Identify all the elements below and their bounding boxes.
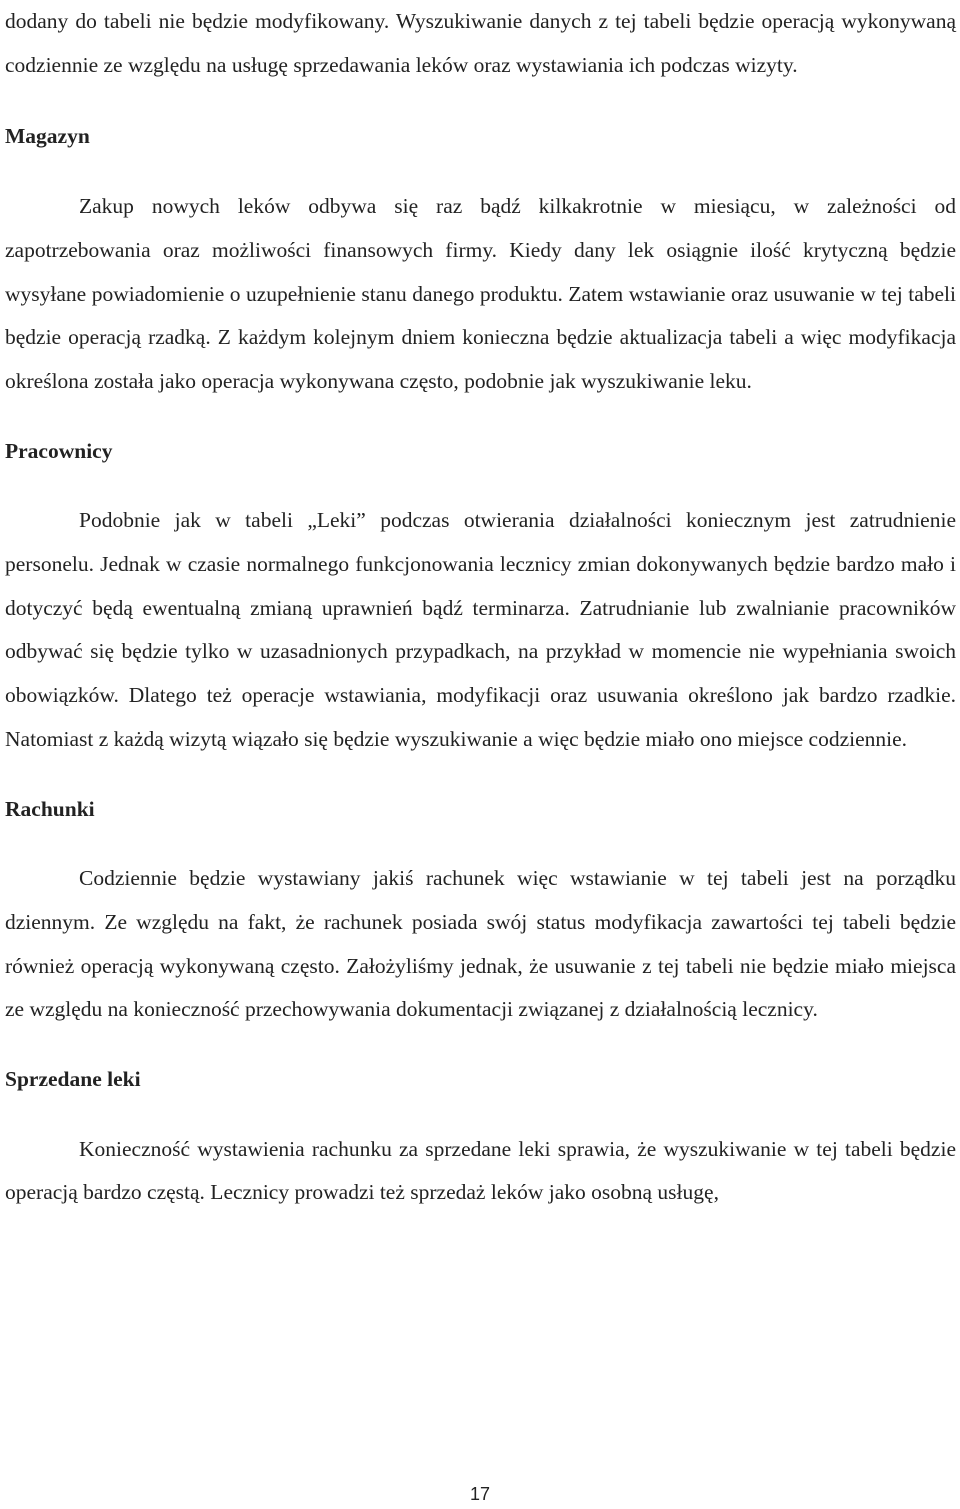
spacer — [5, 159, 956, 185]
section-pracownicy — [5, 430, 956, 762]
spacer — [5, 762, 956, 788]
section-paragraph: Codziennie będzie wystawiany jakiś rachunek więc wstawianie w tej tabeli jest na porządku dziennym. Ze względu na fakt, że rachunek posiada swój status modyfikacja zawartości tej tabeli będzie również operacją wykonywaną często. Założyliśmy jednak, że usuwanie z tej tabeli nie będzie miało miejsca ze względu na konieczność przechowywania dokumentacji związanej z działalnością lecznicy. — [5, 866, 956, 1022]
section-heading: Pracownicy — [5, 438, 113, 463]
section-heading: Rachunki — [5, 796, 95, 821]
intro-paragraph: dodany do tabeli nie będzie modyfikowany. Wyszukiwanie danych z tej tabeli będzie operacją wykonywaną codziennie ze względu na usługę sprzedawania leków oraz wystawiania ich podczas wizyty. — [5, 9, 956, 77]
section-sprzedane-leki — [5, 1058, 956, 1215]
spacer — [5, 87, 956, 115]
section-paragraph: Podobnie jak w tabeli „Leki” podczas otwierania działalności koniecznym jest zatrudnienie personelu. Jednak w czasie normalnego funkcjonowania lecznicy zmian dokonywanych będzie bardzo mało i dotyczyć będą ewentualną zmianą uprawnień bądź terminarza. Zatrudnianie lub zwalnianie pracowników odbywać się będzie tylko w uzasadnionych przypadkach, na przykład w momencie nie wypełniania swoich obowiązków. Dlatego też operacje wstawiania, modyfikacji oraz usuwania określono jak bardzo rzadkie. Natomiast z każdą wizytą wiązało się będzie wyszukiwanie a więc będzie miało ono miejsce codziennie. — [5, 508, 956, 751]
section-paragraph: Zakup nowych leków odbywa się raz bądź kilkakrotnie w miesiącu, w zależności od zapotrzebowania oraz możliwości finansowych firmy. Kiedy dany lek osiągnie ilość krytyczną będzie wysyłane powiadomienie o uzupełnienie stanu danego produktu. Zatem wstawianie oraz usuwanie w tej tabeli będzie operacją rzadką. Z każdym kolejnym dniem konieczna będzie aktualizacja tabeli a więc modyfikacja określona została jako operacja wykonywana często, podobnie jak wyszukiwanie leku. — [5, 194, 956, 393]
section-heading: Sprzedane leki — [5, 1067, 141, 1092]
section-magazyn — [5, 115, 956, 403]
spacer — [5, 473, 956, 499]
spacer — [5, 1102, 956, 1128]
spacer — [5, 1032, 956, 1058]
section-heading: Magazyn — [5, 124, 90, 149]
document-page — [5, 0, 956, 1215]
spacer — [5, 831, 956, 857]
section-rachunki — [5, 788, 956, 1033]
spacer — [5, 404, 956, 430]
section-paragraph: Konieczność wystawienia rachunku za sprzedane leki sprawia, że wyszukiwanie w tej tabeli będzie operacją bardzo częstą. Lecznicy prowadzi też sprzedaż leków jako osobną usługę, — [5, 1136, 956, 1205]
page-number: 17 — [469, 1484, 491, 1504]
